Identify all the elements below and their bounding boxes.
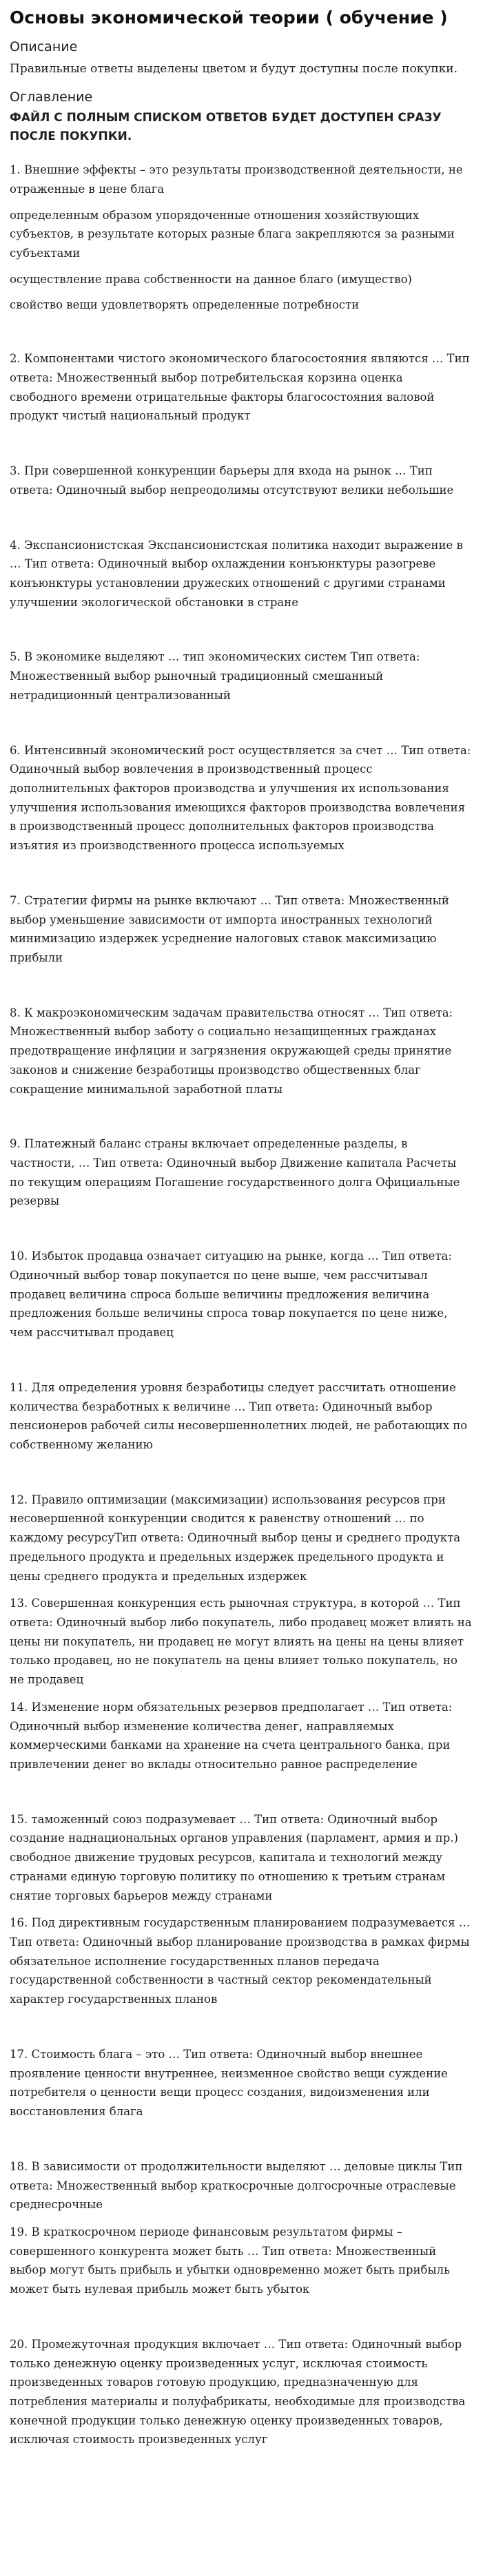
spacer: [10, 434, 473, 461]
question-3: 3. При совершенной конкуренции барьеры для входа на рынок … Тип ответа: Одиночный выбор непреодолимы отсутствуют велики небольшие: [10, 464, 454, 497]
spacer: [10, 714, 473, 741]
spacer: [10, 2307, 473, 2335]
spacer: [10, 1219, 473, 1247]
question-18: 18. В зависимости от продолжительности выделяют … деловые циклы Тип ответа: Множественный выбор краткосрочные долгосрочные отраслевые среднесрочные: [10, 2159, 463, 2212]
spacer: [10, 620, 473, 647]
question-20: 20. Промежуточная продукция включает … Тип ответа: Одиночный выбор только денежную оценку произведенных услуг, исключая стоимость произведенных товаров готовую продукцию, предназначенную для потребления материалы и полуфабрикаты, необходимые для производства конечной продукции только денежную оценку произведенных товаров, исключая стоимость произведенных услуг: [10, 2337, 466, 2447]
question-12: 12. Правило оптимизации (максимизации) использования ресурсов при несовершенной конкуренции сводится к равенству отношений … по каждому ресурсуТип ответа: Одиночный выбор цены и среднего продукта предельного продукта и предельных издержек предельного продукта и цены среднего продукта и предельных издержек: [10, 1493, 461, 1583]
spacer: [10, 864, 473, 891]
question-1-option: свойство вещи удовлетворять определенные потребности: [10, 298, 360, 312]
spacer: [10, 1107, 473, 1134]
purchase-notice: ФАЙЛ С ПОЛНЫМ СПИСКОМ ОТВЕТОВ БУДЕТ ДОСТУПЕН СРАЗУ ПОСЛЕ ПОКУПКИ.: [10, 111, 442, 143]
question-1-option: осуществление права собственности на данное благо (имущество): [10, 272, 412, 286]
question-2: 2. Компонентами чистого экономического благосостояния являются … Тип ответа: Множественный выбор потребительская корзина оценка свободного времени отрицательные факторы благосостояния валовой продукт чистый национальный продукт: [10, 352, 470, 423]
spacer: [10, 2017, 473, 2045]
question-16: 16. Под директивным государственным планированием подразумевается … Тип ответа: Одиночный выбор планирование производства в рамках фирмы обязательное исполнение государственных планов передача государственной собственности в частный сектор рекомендательный характер государственных планов: [10, 1916, 471, 2006]
question-10: 10. Избыток продавца означает ситуацию на рынке, когда … Тип ответа: Одиночный выбор товар покупается по цене выше, чем рассчитывал продавец величина спроса больше величины предложения величина предложения больше величины спроса товар покупается по цене ниже, чем рассчитывал продавец: [10, 1249, 452, 1340]
question-13: 13. Совершенная конкуренция есть рыночная структура, в которой … Тип ответа: Одиночный выбор либо покупатель, либо продавец может влиять на цены ни покупатель, ни продавец не могут влиять на цены на цены влияет только продавец, но не покупатель на цены влияет только покупатель, но не продавец: [10, 1597, 472, 1687]
question-15: 15. таможенный союз подразумевает … Тип ответа: Одиночный выбор создание наднациональных органов управления (парламент, армия и пр.) свободное движение трудовых ресурсов, капитала и технологий между странами единую торговую политику по отношению к третьим странам снятие торговых барьеров между странами: [10, 1812, 458, 1902]
spacer: [10, 976, 473, 1004]
spacer: [10, 2130, 473, 2157]
question-6: 6. Интенсивный экономический рост осуществляется за счет … Тип ответа: Одиночный выбор вовлечения в производственный процесс дополнительных факторов производства и улучшения их использования улучшения использования имеющихся факторов производства вовлечения в производственный процесс дополнительных факторов производства изъятия из производственного процесса используемых: [10, 743, 471, 853]
spacer: [10, 508, 473, 536]
question-17: 17. Стоимость блага – это … Тип ответа: Одиночный выбор внешнее проявление ценности внутреннее, неизменное свойство вещи суждение потребителя о ценности вещи процесс создания, видоизменения или восстановления блага: [10, 2047, 448, 2119]
question-1: 1. Внешние эффекты – это результаты производственной деятельности, не отраженные в цене блага: [10, 163, 463, 196]
contents-label: Оглавление: [10, 89, 93, 105]
question-19: 19. В краткосрочном периоде финансовым результатом фирмы – совершенного конкурента может быть … Тип ответа: Множественный выбор могут быть прибыль и убытки одновременно может быть прибыль может быть нулевая прибыль может быть убыток: [10, 2225, 451, 2296]
question-7: 7. Стратегии фирмы на рынке включают … Тип ответа: Множественный выбор уменьшение зависимости от импорта иностранных технологий минимизацию издержек усреднение налоговых ставок максимизацию прибыли: [10, 893, 449, 965]
question-8: 8. К макроэкономическим задачам правительства относят … Тип ответа: Множественный выбор заботу о социально незащищенных гражданах предотвращение инфляции и загрязнения окружающей среды принятие законов и снижение безработицы производство общественных благ сокращение минимальной заработной платы: [10, 1006, 453, 1096]
question-4: 4. Экспансионистская Экспансионистская политика находит выражение в … Тип ответа: Одиночный выбор охлаждении конъюнктуры разогреве конъюнктуры установлении дружеских отношений с другими странами улучшении экологической обстановки в стране: [10, 538, 463, 609]
spacer: [10, 1463, 473, 1490]
question-11: 11. Для определения уровня безработицы следует рассчитать отношение количества безработных к величине … Тип ответа: Одиночный выбор пенсионеров рабочей силы несовершеннолетних людей, не работающих по собственному желанию: [10, 1380, 468, 1451]
question-1-option: определенным образом упорядоченные отношения хозяйствующих субъектов, в результате которых разные блага закрепляются за разными субъектами: [10, 208, 455, 260]
description-text: Правильные ответы выделены цветом и будут доступны после покупки.: [10, 61, 458, 76]
question-list: [10, 349, 473, 2449]
spacer: [10, 322, 473, 349]
page-title: Основы экономической теории ( обучение ): [10, 8, 448, 28]
question-5: 5. В экономике выделяют … тип экономических систем Тип ответа: Множественный выбор рыночный традиционный смешанный нетрадиционный централизованный: [10, 650, 420, 702]
spacer: [10, 1351, 473, 1378]
spacer: [10, 1783, 473, 1810]
question-9: 9. Платежный баланс страны включает определенные разделы, в частности, … Тип ответа: Одиночный выбор Движение капитала Расчеты по текущим операциям Погашение государственного долга Официальные резервы: [10, 1137, 460, 1208]
question-14: 14. Изменение норм обязательных резервов предполагает … Тип ответа: Одиночный выбор изменение количества денег, направляемых коммерческими банками на хранение на счета центрального банка, при привлечении денег во вклады относительно равное распределение: [10, 1700, 453, 1772]
description-label: Описание: [10, 39, 78, 55]
